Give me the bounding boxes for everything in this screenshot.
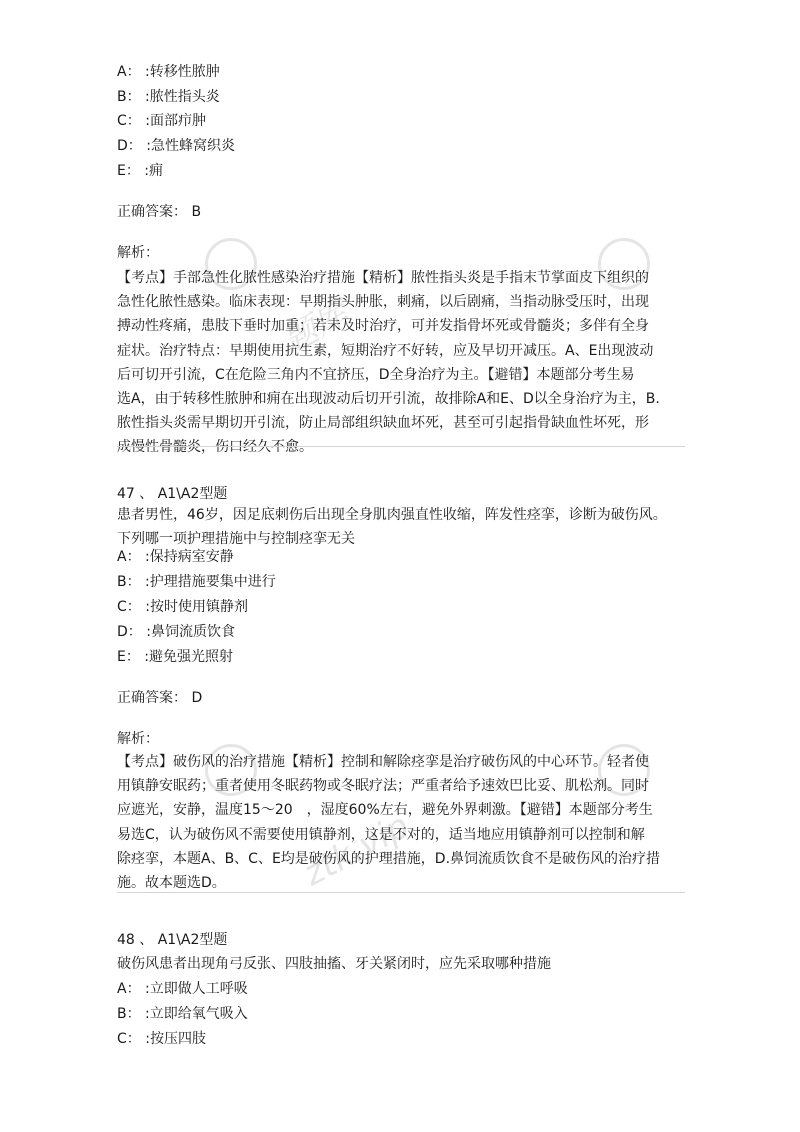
option-b: B： :立即给氧气吸入 [117,1006,248,1022]
analysis-line: 选A，由于转移性脓肿和痈在出现波动后切开引流，故排除A和E、D以全身治疗为主，B. [117,391,660,408]
analysis-label: 解析： [117,245,159,261]
option-a: A： :立即做人工呼吸 [117,981,248,997]
option-a: A： :保持病室安静 [117,549,234,565]
option-a: A： :转移性脓肿 [117,64,220,80]
analysis-line: 应遮光，安静，温度15～20 ，湿度60%左右，避免外界刺激。【避错】本题部分考生 [117,802,653,819]
divider [117,446,685,447]
stem-line: 下列哪一项护理措施中与控制痉挛无关 [117,531,355,548]
option-c: C： :按压四肢 [117,1031,206,1047]
analysis-line: 后可切开引流，C在危险三角内不宜挤压，D全身治疗为主。【避错】本题部分考生易 [117,366,635,383]
analysis-line: 除痉挛，本题A、B、C、E均是破伤风的护理措施，D.鼻饲流质饮食不是破伤风的治疗措 [117,850,661,867]
option-c: C： :面部疖肿 [117,113,206,129]
watermark-text: 题库 [276,293,356,362]
question-stem [117,952,687,976]
question-header: 48 、 A1\A2型题 [117,932,228,948]
question-header: 47 、 A1\A2型题 [117,486,228,502]
option-e: E： :避免强光照射 [117,649,234,665]
analysis-line: 用镇静安眠药；重者使用冬眠药物或冬眠疗法；严重者给予速效巴比妥、肌松剂。同时 [117,778,649,795]
analysis-label: 解析： [117,731,159,747]
option-b: B： :脓性指头炎 [117,89,220,105]
option-b: B： :护理措施要集中进行 [117,574,276,590]
analysis-line: 成慢性骨髓炎，伤口经久不愈。 [117,439,313,456]
watermark-text: ztk.vip [297,805,416,895]
analysis-line: 易选C，认为破伤风不需要使用镇静剂，这是不对的，适当地应用镇静剂可以控制和解 [117,826,645,843]
analysis-text [117,750,687,895]
correct-answer: 正确答案： D [117,690,203,706]
option-d: D： :鼻饲流质饮食 [117,624,235,640]
stem-line: 患者男性，46岁，因足底刺伤后出现全身肌肉强直性收缩，阵发性痉挛，诊断为破伤风。 [117,507,667,523]
analysis-line: 急性化脓性感染。临床表现：早期指头肿胀，刺痛，以后剧痛，当指动脉受压时，出现 [117,294,649,311]
stem-line: 破伤风患者出现角弓反张、四肢抽搐、牙关紧闭时，应先采取哪种措施 [117,956,551,972]
option-d: D： :急性蜂窝织炎 [117,138,235,154]
question-stem [117,503,687,551]
option-e: E： :痈 [117,163,164,179]
divider [117,892,685,893]
correct-answer: 正确答案： B [117,204,202,220]
analysis-text [117,266,687,460]
analysis-line: 搏动性疼痛，患肢下垂时加重；若未及时治疗，可并发指骨坏死或骨髓炎；多伴有全身 [117,318,649,335]
analysis-line: 脓性指头炎需早期切开引流，防止局部组织缺血坏死，甚至可引起指骨缺血性坏死，形 [117,415,649,432]
analysis-line: 症状。治疗特点：早期使用抗生素，短期治疗不好转，应及早切开减压。A、E出现波动 [117,342,654,359]
analysis-line: 【考点】破伤风的治疗措施【精析】控制和解除痉挛是治疗破伤风的中心环节。轻者使 [117,754,649,770]
analysis-line: 【考点】手部急性化脓性感染治疗措施【精析】脓性指头炎是手指末节掌面皮下组织的 [117,270,649,286]
option-c: C： :按时使用镇静剂 [117,599,248,615]
analysis-line: 施。故本题选D。 [117,875,226,892]
